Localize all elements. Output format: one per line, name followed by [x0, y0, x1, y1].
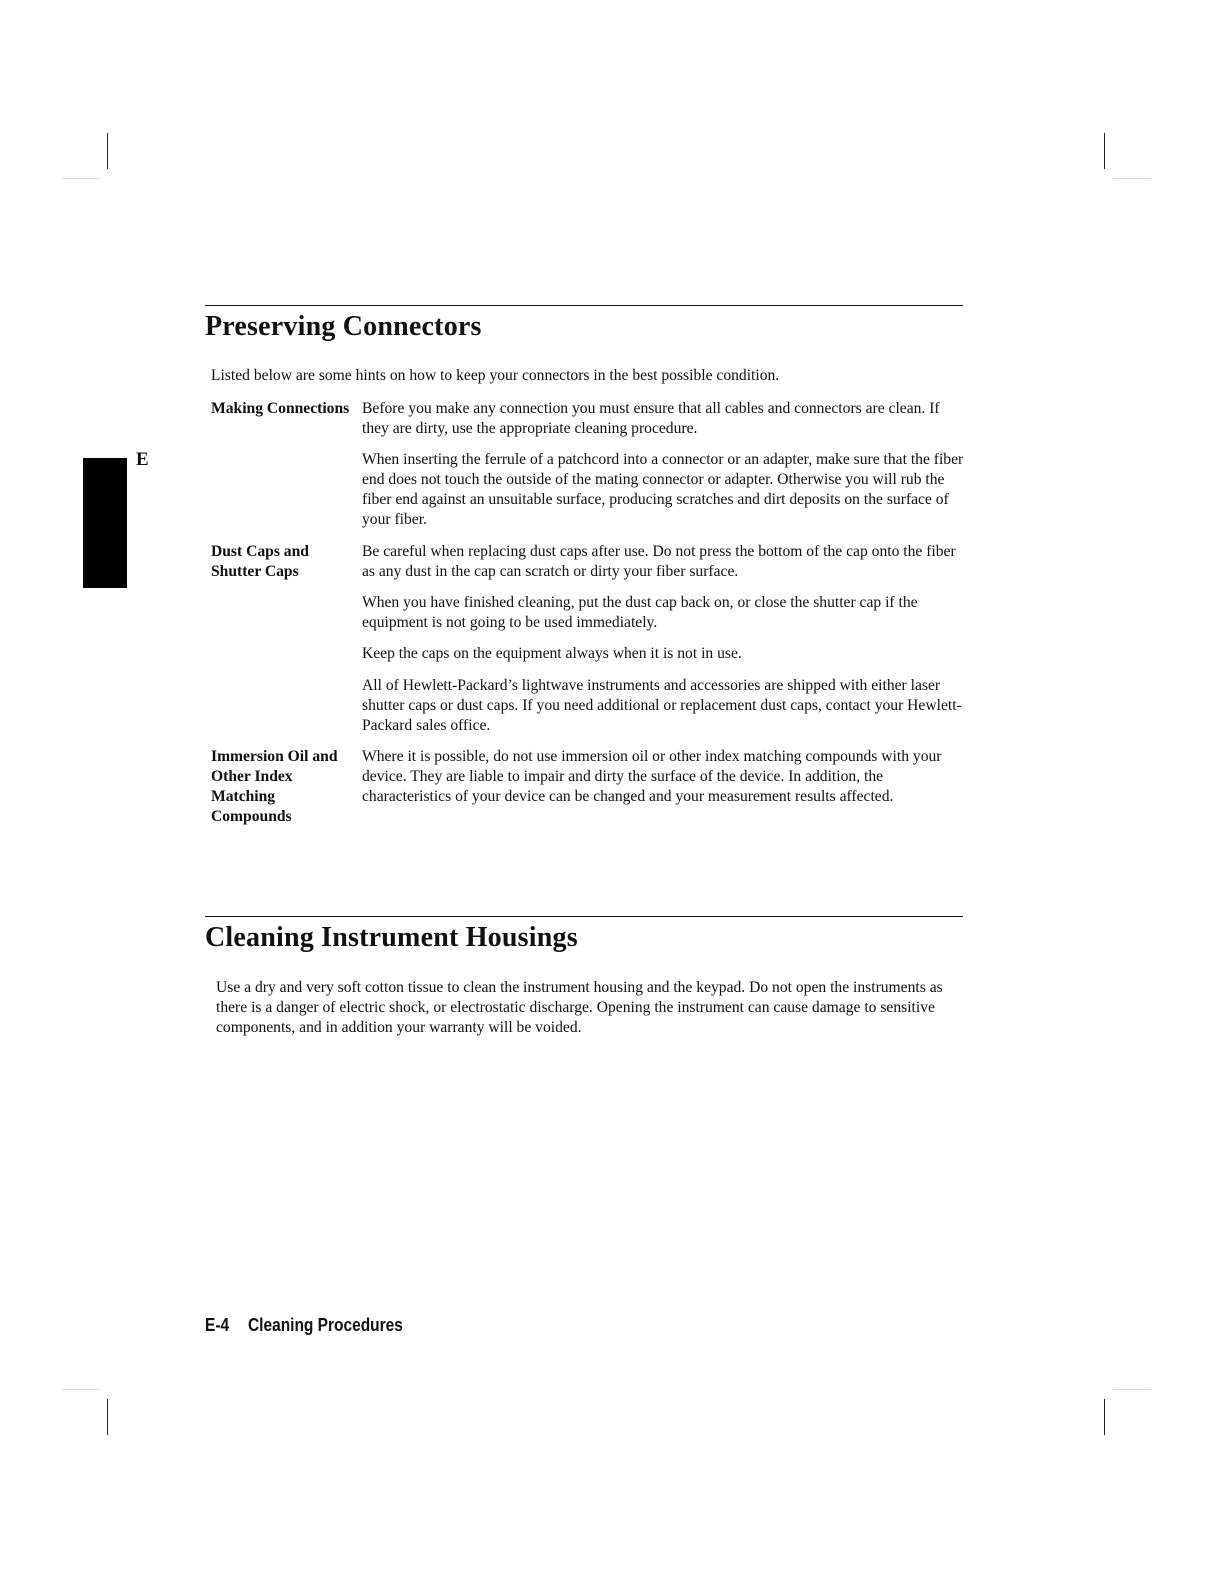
term-immersion-oil: Immersion Oil and Other Index Matching Compounds — [211, 748, 338, 825]
desc-making-connections-1: Before you make any connection you must ensure that all cables and connectors are clean. If they are dirty, use the appropriate cleaning procedure. — [362, 400, 940, 437]
desc-dust-caps-1: Be careful when replacing dust caps after use. Do not press the bottom of the cap onto the fiber as any dust in the cap can scratch or dirty your fiber surface. — [362, 543, 956, 580]
section-intro: Listed below are some hints on how to keep your connectors in the best possible condition. — [211, 367, 780, 384]
crop-mark-top-right — [1104, 133, 1105, 169]
section-title-preserving-connectors: Preserving Connectors — [205, 311, 482, 342]
footer-chapter-title: Cleaning Procedures — [248, 1315, 403, 1335]
crop-mark-bottom-left — [107, 1399, 108, 1435]
side-tab-letter: E — [136, 449, 149, 470]
section-rule-cleaning — [205, 916, 963, 917]
desc-immersion-oil-1: Where it is possible, do not use immersion oil or other index matching compounds with your device. They are liable to impair and dirty the surface of the device. In addition, the characteristics of your device can be changed and your measurement results affected. — [362, 748, 942, 805]
crop-mark-top-left-h — [62, 178, 100, 179]
term-dust-caps: Dust Caps and Shutter Caps — [211, 543, 309, 580]
crop-mark-bottom-right — [1104, 1399, 1105, 1435]
crop-mark-bottom-right-h — [1113, 1389, 1151, 1390]
term-making-connections: Making Connections — [211, 400, 350, 417]
section-rule-preserving — [205, 305, 963, 306]
crop-mark-top-left — [107, 133, 108, 169]
side-thumb-tab — [83, 458, 127, 588]
footer-page-number: E-4 — [205, 1315, 230, 1335]
section-title-cleaning-instrument-housings: Cleaning Instrument Housings — [205, 922, 578, 953]
desc-dust-caps-2: When you have finished cleaning, put the dust cap back on, or close the shutter cap if the equipment is not going to be used immediately. — [362, 594, 918, 631]
crop-mark-bottom-left-h — [62, 1389, 100, 1390]
desc-making-connections-2: When inserting the ferrule of a patchcord into a connector or an adapter, make sure that the fiber end does not touch the outside of the mating connector or adapter. Otherwise you will rub the fiber end against an unsuitable surface, producing scratches and dirt deposits on the surface of your fiber. — [362, 451, 964, 528]
crop-mark-top-right-h — [1113, 178, 1151, 179]
cleaning-housings-body: Use a dry and very soft cotton tissue to clean the instrument housing and the keypad. Do not open the instruments as there is a danger of electric shock, or electrostatic discharge. Opening the instrument can cause damage to sensitive components, and in addition your warranty will be voided. — [216, 979, 943, 1036]
desc-dust-caps-4: All of Hewlett-Packard’s lightwave instruments and accessories are shipped with either laser shutter caps or dust caps. If you need additional or replacement dust caps, contact your Hewlett-Packard sales office. — [362, 677, 962, 734]
desc-dust-caps-3: Keep the caps on the equipment always when it is not in use. — [362, 645, 742, 662]
